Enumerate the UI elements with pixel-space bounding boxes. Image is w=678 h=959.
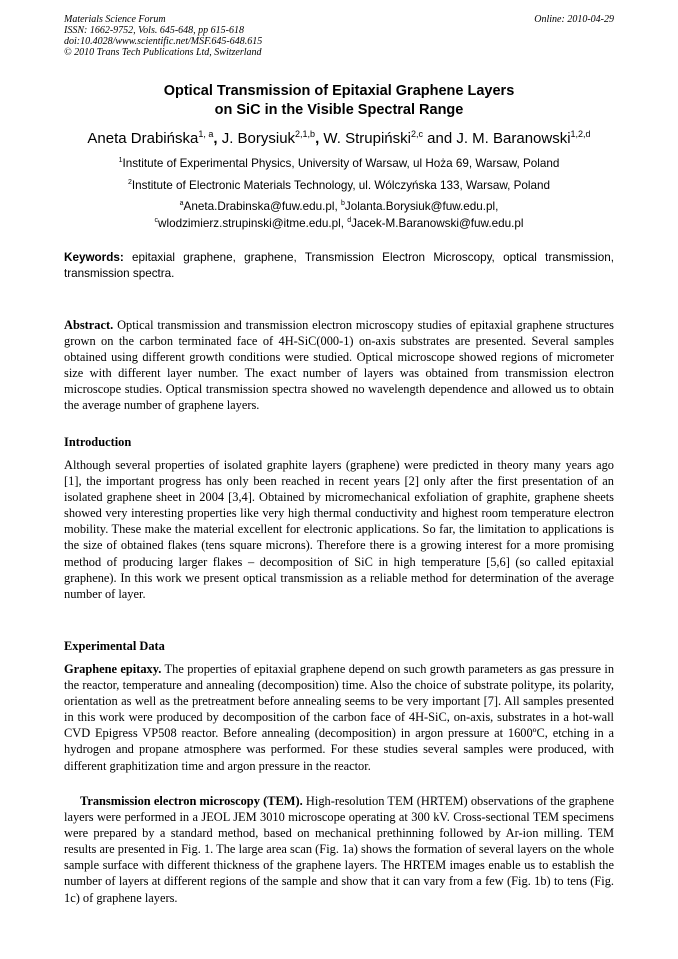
keywords-text: epitaxial graphene, graphene, Transmission Electron Microscopy, optical transmission, transmission spectra.: [64, 251, 614, 280]
keywords-label: Keywords:: [64, 251, 124, 264]
author-separator: and: [422, 130, 457, 147]
introduction-heading: Introduction: [64, 435, 132, 449]
paper-title: [64, 82, 614, 120]
email-line-2: [40, 216, 638, 231]
journal-doi: doi:10.4028/www.scientific.net/MSF.645-648.615: [64, 36, 263, 47]
affiliation-mark: 1: [118, 157, 123, 164]
experimental-heading: Experimental Data: [64, 639, 165, 653]
paragraph-text: The properties of epitaxial graphene depend on such growth parameters as gas pressure in the reactor, temperature and annealing (decomposition) time. Also the choice of substrate politype, its polarity, orientation as well as the pretreatment before annealing seems to be very important [7]. All samples presented in this work were produced by decomposition of the carbon face of 4H-SiC, on-axis, substrates in a hot-wall CVD Epigress VP508 reactor. Before annealing (decomposition) in argon pressure at 1600ºC, etching in a hydrogen and propane atmosphere was performed. For these studies several samples were produced, with different graphitization time and argon pressure in the reactor.: [64, 662, 615, 773]
author-affiliation-mark: 2,c: [410, 129, 423, 139]
affiliation-text: Institute of Electronic Materials Technology, ul. Wólczyńska 133, Warsaw, Poland: [131, 179, 551, 192]
author-name: Aneta Drabińska: [87, 130, 199, 147]
journal-name: Materials Science Forum: [64, 14, 166, 25]
abstract: [64, 317, 614, 414]
email-mark: a: [179, 200, 184, 207]
author-name: W. Strupiński: [323, 130, 411, 147]
paragraph-label: Graphene epitaxy.: [64, 662, 162, 676]
affiliation-text: Institute of Experimental Physics, University of Warsaw, ul Hoża 69, Warsaw, Poland: [122, 157, 560, 170]
author-affiliation-mark: 2,1,b: [295, 129, 316, 139]
online-date: Online: 2010-04-29: [534, 14, 614, 25]
email-address: wlodzimierz.strupinski@itme.edu.pl,: [158, 217, 348, 230]
author-affiliation-mark: 1,2,d: [570, 129, 591, 139]
experimental-paragraph-1: [64, 661, 614, 774]
author-name: J. Borysiuk: [221, 130, 296, 147]
journal-copyright: © 2010 Trans Tech Publications Ltd, Switzerland: [64, 47, 262, 58]
author-list: [40, 129, 638, 148]
affiliation-1: [40, 156, 638, 171]
introduction-paragraph: Although several properties of isolated graphite layers (graphene) were predicted in theory many years ago [1], the important progress has only been reached in recent years [2] only after the first presentation of an isolated graphene sheet in 2004 [3,4]. Obtained by micromechanical exfoliation of graphite, graphene sheets showed very interesting properties like very high thermal conductivity and highest room temperature electron mobility. These make the material excellent for electronic applications. So far, the limitation to applications is the size of obtained flakes (tens square microns). Therefore there is a growing interest for a more promising method of producing larger flakes – decomposition of SiC in high temperature [5,6] (so called epitaxial graphene). In this work we present optical transmission as a reliable method for determination of the average number of layer.: [64, 458, 614, 601]
paragraph-label: Transmission electron microscopy (TEM).: [80, 794, 303, 808]
email-address: Jolanta.Borysiuk@fuw.edu.pl,: [344, 200, 499, 213]
affiliation-2: [40, 178, 638, 193]
email-address: Aneta.Drabinska@fuw.edu.pl,: [183, 200, 341, 213]
title-line-1: Optical Transmission of Epitaxial Graphene Layers: [163, 83, 515, 99]
abstract-label: Abstract.: [64, 318, 114, 332]
author-separator: ,: [315, 130, 324, 147]
author-separator: ,: [213, 130, 222, 147]
author-name: J. M. Baranowski: [456, 130, 571, 147]
keywords: [64, 250, 614, 282]
paragraph-text: High-resolution TEM (HRTEM) observations of the graphene layers were performed in a JEOL JEM 3010 microscope operating at 300 kV. Cross-sectional TEM specimens were prepared by a standard method, based on mechanical prethinning followed by Ar-ion milling. TEM results are presented in Fig. 1. The large area scan (Fig. 1a) shows the formation of several layers on the whole sample surface with different thickness of the graphene layers. The HRTEM images enable us to establish the number of layers at different regions of the sample and show that it can vary from a few (Fig. 1b) to tens (Fig. 1c) of graphene layers.: [64, 794, 615, 905]
email-line-1: [40, 199, 638, 214]
email-mark: c: [154, 217, 159, 224]
email-mark: d: [347, 217, 352, 224]
affiliation-mark: 2: [127, 179, 132, 186]
abstract-text: Optical transmission and transmission electron microscopy studies of epitaxial graphene structures grown on the carbon terminated face of 4H-SiC(000-1) on-axis substrates are presented. Several samples obtained using different growth conditions were studied. Optical microscope showed regions of micrometer size with different layer number. The exact number of layers was obtained from transmission electron microscope studies. Optical transmission spectra showed no wavelength dependence and allowed us to obtain the average number of graphene layers.: [64, 318, 614, 413]
title-line-2: on SiC in the Visible Spectral Range: [214, 102, 464, 118]
email-mark: b: [340, 200, 345, 207]
experimental-paragraph-2: [64, 793, 614, 906]
email-address: Jacek-M.Baranowski@fuw.edu.pl: [351, 217, 524, 230]
author-affiliation-mark: 1, a: [198, 129, 214, 139]
journal-issn: ISSN: 1662-9752, Vols. 645-648, pp 615-618: [64, 25, 244, 36]
journal-header: [64, 14, 262, 58]
